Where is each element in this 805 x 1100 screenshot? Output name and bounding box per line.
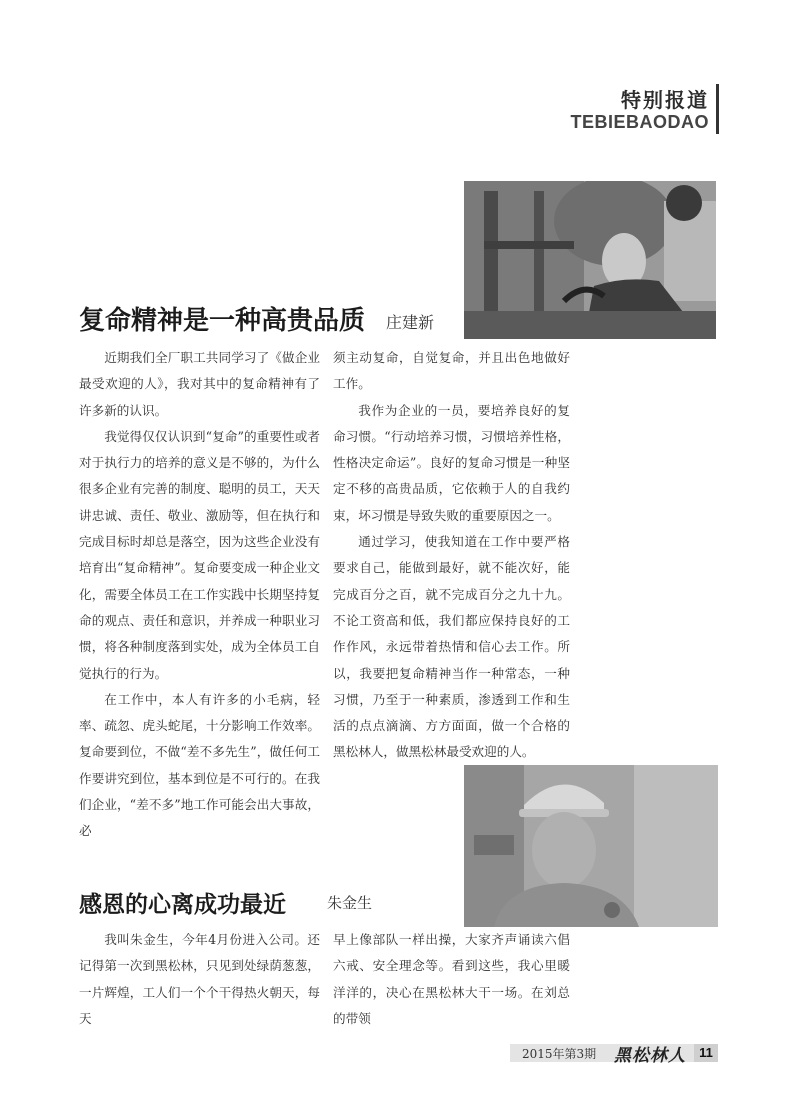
- paragraph: 我叫朱金生，今年4月份进入公司。还记得第一次到黑松林，只见到处绿荫葱葱，一片辉煌，工人们一个个干得热火朝天，每天: [79, 932, 320, 1026]
- paragraph: 在工作中，本人有许多的小毛病，轻率、疏忽、虎头蛇尾，十分影响工作效率。复命要到位，不做“差不多先生”，做任何工作要讲究到位，基本到位是不可行的。在我们企业，“差不多”地工作可能会出大事故，必: [79, 691, 320, 839]
- paragraph: 近期我们全厂职工共同学习了《做企业最受欢迎的人》，我对其中的复命精神有了许多新的认识。: [79, 350, 320, 418]
- article1-photo: [464, 181, 716, 339]
- article2-column-2: [333, 927, 570, 1032]
- article2-photo: [464, 765, 718, 927]
- paragraph: 早上像部队一样出操，大家齐声诵读六倡六戒、安全理念等。看到这些，我心里暖洋洋的，决心在黑松林大干一场。在刘总的带领: [333, 932, 570, 1026]
- article2-column-1: [79, 927, 320, 1032]
- article1-title: 复命精神是一种高贵品质: [79, 306, 366, 336]
- article1-column-1: [79, 345, 320, 845]
- article1-column-2: [333, 345, 570, 766]
- section-title: 特别报道: [621, 88, 709, 112]
- paragraph: 通过学习，使我知道在工作中要严格要求自己，能做到最好，就不能次好，能完成百分之百，就不完成百分之九十九。不论工资高和低，我们都应保持良好的工作作风，永远带着热情和信心去工作。所以，我要把复命精神当作一种常态，一种习惯，乃至于一种素质，渗透到工作和生活的点点滴滴、方方面面，做一个合格的黑松林人，做黑松林最受欢迎的人。: [333, 534, 570, 760]
- header-divider: [716, 84, 719, 134]
- paragraph: 我作为企业的一员，要培养良好的复命习惯。“行动培养习惯，习惯培养性格，性格决定命运”。良好的复命习惯是一种坚定不移的高贵品质，它依赖于人的自我约束，坏习惯是导致失败的重要原因之一。: [333, 402, 570, 523]
- article1-author: 庄建新: [386, 313, 435, 332]
- page-number: 11: [694, 1044, 718, 1062]
- paragraph: 须主动复命，自觉复命，并且出色地做好工作。: [333, 350, 570, 392]
- magazine-logo: 黑松林人: [614, 1046, 686, 1066]
- section-title-pinyin: TEBIEBAODAO: [570, 112, 709, 132]
- article2-title: 感恩的心离成功最近: [79, 891, 286, 918]
- paragraph: 我觉得仅仅认识到“复命”的重要性或者对于执行力的培养的意义是不够的，为什么很多企业有完善的制度、聪明的员工，天天讲忠诚、责任、敬业、激励等，但在执行和完成目标时却总是落空，因为这些企业没有培育出“复命精神”。复命要变成一种企业文化，需要全体员工在工作实践中长期坚持复命的观点、责任和意识，并养成一种职业习惯，将各种制度落到实处，成为全体员工自觉执行的行为。: [79, 428, 320, 681]
- issue-label: 2015年第3期: [522, 1047, 597, 1061]
- article2-author: 朱金生: [327, 894, 373, 912]
